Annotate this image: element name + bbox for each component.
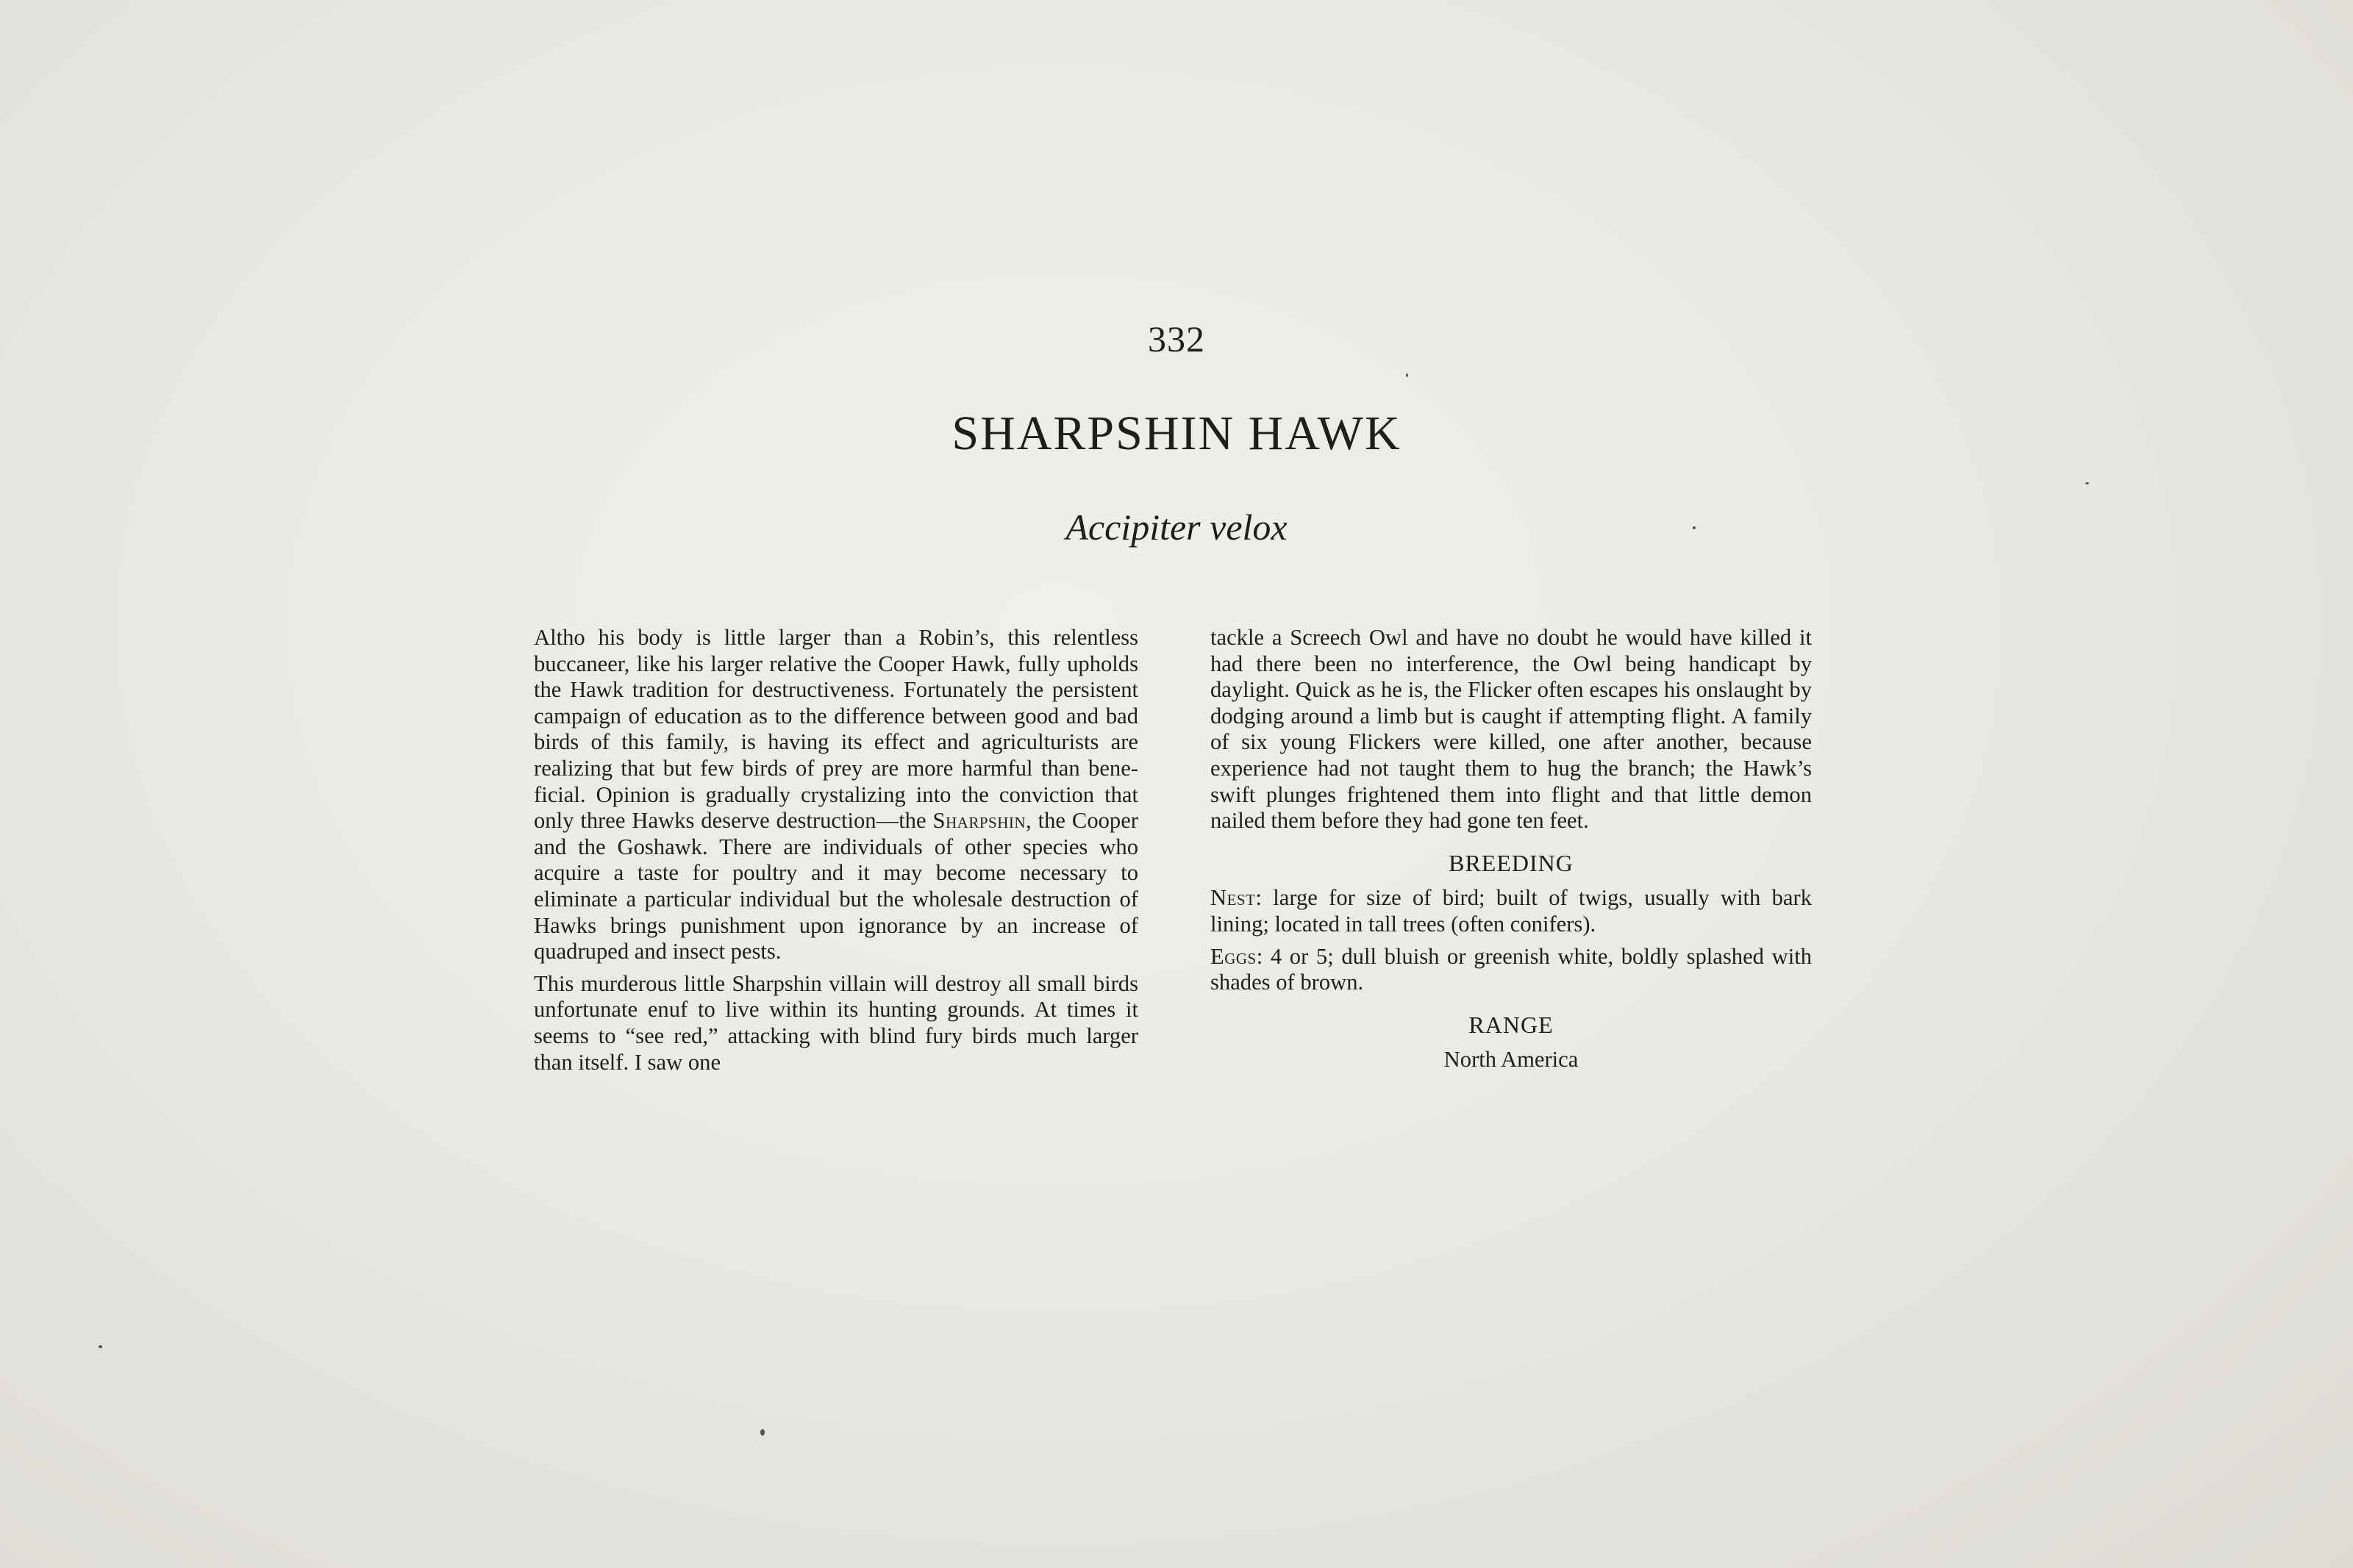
body-paragraph-2: This murderous little Sharpshin villain will destroy all small birds unfortunate enuf to live within its hunting grounds. At times it seems to “see red,” attacking with blind fury birds much larger than itself. I saw one <box>534 970 1138 1075</box>
eggs-label: Eggs <box>1210 943 1257 969</box>
paper-speck <box>1693 526 1696 529</box>
paper-speck <box>760 1429 765 1436</box>
body-paragraph-1 <box>534 625 1138 965</box>
paper-speck <box>2085 482 2089 484</box>
range-heading: RANGE <box>1468 1011 1554 1038</box>
nest-label: Nest <box>1210 885 1256 911</box>
body-paragraph-continued: tackle a Screech Owl and have no doubt he would have killed it had there been no interference, the Owl being handicapt by daylight. Quick as he is, the Flicker often escapes his onslaught by dodging around a limb but is caught if attempting flight. A family of six young Flickers were killed, one after another, because experience had not taught them to hug the branch; the Hawk’s swift plunges frightened them into flight and that little demon nailed them before they had gone ten feet. <box>1210 625 1812 834</box>
paragraph-1-text-b: , the Cooper and the Goshawk. There are individuals of other species who acquire a taste for poultry and it may become necessary to eliminate a particular individual but the wholesale destruction of Hawks brings punishment upon ignorance by an increase of quadruped and insect pests. <box>534 808 1138 964</box>
paper-speck <box>99 1345 102 1348</box>
right-column <box>1210 625 1812 1079</box>
nest-text: : large for size of bird; built of twigs, usually with bark lining; located in tall trees (often conifers). <box>1210 885 1812 937</box>
species-smallcaps: Sharpshin <box>932 808 1026 834</box>
range-text: North America <box>1443 1047 1579 1073</box>
left-column <box>534 625 1138 1081</box>
eggs-entry <box>1210 944 1812 996</box>
nest-entry <box>1210 885 1812 937</box>
paper-speck <box>1406 373 1408 377</box>
paragraph-1-text-a: Altho his body is little larger than a Robin’s, this relentless buccaneer, like his larger relative the Cooper Hawk, fully upholds the Hawk tradition for destructiveness. Fortunately the persistent campaign of education as to the difference between good and bad birds of this family, is having its effect and agriculturists are realizing that but few birds of prey are more harmful than beneficial. Opinion is gradually crystalizing into the conviction that only three Hawks deserve destruction—the <box>534 625 1138 834</box>
breeding-heading: BREEDING <box>1449 849 1574 876</box>
page-title: SHARPSHIN HAWK <box>951 407 1402 460</box>
scientific-name: Accipiter velox <box>1065 506 1288 548</box>
eggs-text: : 4 or 5; dull bluish or greenish white, boldly splashed with shades of brown. <box>1210 943 1812 995</box>
page-number: 332 <box>1148 318 1205 359</box>
